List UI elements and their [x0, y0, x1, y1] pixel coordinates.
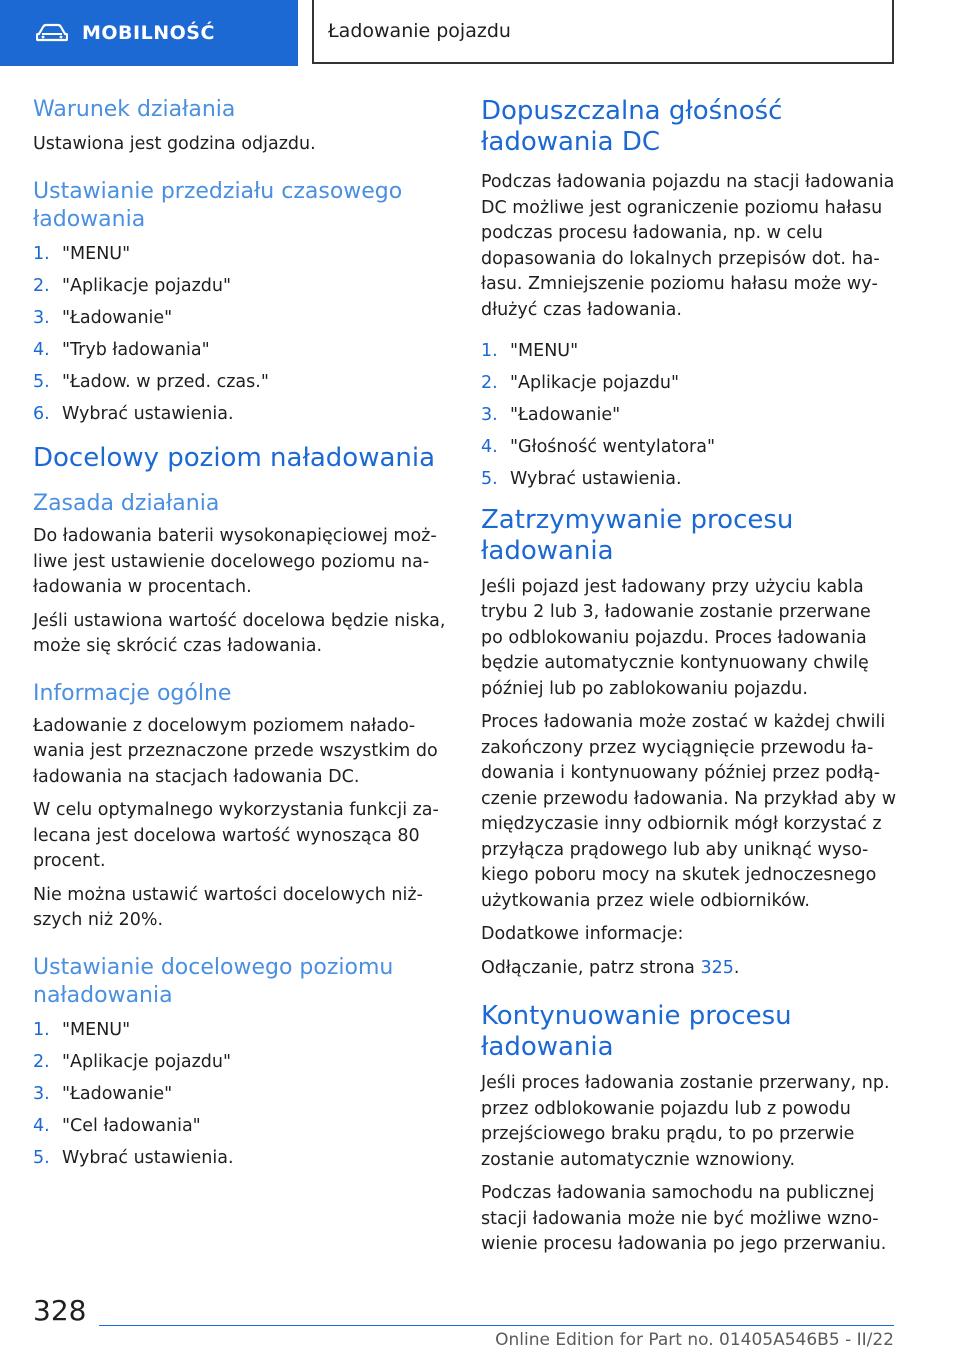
paragraph-info-3: Nie można ustawić wartości docelowych niższych niż 20%.: [33, 884, 423, 930]
list-item: 2. "Aplikacje pojazdu": [481, 373, 680, 393]
list-item: 1. "MENU": [33, 243, 131, 264]
paragraph-dodatkowe: Dodatkowe informacje:: [481, 924, 684, 944]
footer-divider: [99, 1325, 894, 1326]
heading-ustawianie: Ustawianie docelowego poziomu naładowania: [33, 954, 394, 1008]
heading-docelowy: Docelowy poziom naładowania: [33, 443, 436, 473]
list-item: 5. Wybrać ustawienia.: [33, 1147, 234, 1168]
list-item: 4. "Głośność wentylatora": [481, 437, 716, 457]
paragraph-kontynuowanie-2: Podczas ładowania samochodu na publicznej stacji ładowania może nie być możliwe wznowienie procesu ładowania po jego przerwaniu.: [481, 1183, 887, 1254]
paragraph-zatrzymywanie-2: Proces ładowania może zostać w każdej chwili zakończony przez wyciągnięcie przewodu ładowania i kontynuowany później przez podłączenie przewodu ładowania. Na przykład aby w międzyczasie inny odbiornik mógł korzystać z przyłącza prądowego lub aby uniknąć wysokiego poboru mocy na skutek jednoczesnego użytkowania przez wiele odbiorników.: [481, 712, 897, 911]
list-item: 5. Wybrać ustawienia.: [481, 469, 682, 489]
heading-przedzial: Ustawianie przedziału czasowego ładowania: [33, 178, 403, 232]
right-column: [481, 96, 897, 1258]
heading-zatrzymywanie: Zatrzymywanie procesu ładowania: [481, 504, 794, 566]
paragraph-kontynuowanie-1: Jeśli proces ładowania zostanie przerwany, np. przez odblokowanie pojazdu lub z powodu przejściowego braku prądu, to po przerwie zostanie automatycznie wznowiony.: [481, 1073, 890, 1170]
paragraph-zatrzymywanie-1: Jeśli pojazd jest ładowany przy użyciu kabla trybu 2 lub 3, ładowanie zostanie przerwane po odblokowaniu pojazdu. Proces ładowania będzie automatycznie kontynuowany chwilę później lub po zablokowaniu pojazdu.: [481, 576, 871, 699]
heading-warunek: Warunek działania: [33, 97, 236, 122]
chapter-tab: [0, 0, 298, 66]
heading-glosnosc: Dopuszczalna głośność ładowania DC: [481, 96, 783, 157]
paragraph-info-1: Ładowanie z docelowym poziomem naładowania jest przeznaczone przede wszystkim do ładowania na stacjach ładowania DC.: [33, 715, 438, 787]
list-item: 1. "MENU": [33, 1019, 131, 1040]
heading-informacje: Informacje ogólne: [33, 680, 232, 706]
page-number: 328: [33, 1294, 87, 1327]
list-item: 5. "Ładow. w przed. czas.": [33, 371, 269, 392]
list-item: 3. "Ładowanie": [33, 1083, 173, 1104]
list-item: 6. Wybrać ustawienia.: [33, 403, 234, 424]
edition-label: Online Edition for Part no. 01405A546B5 - II/22: [495, 1330, 894, 1350]
paragraph-warunek: Ustawiona jest godzina odjazdu.: [33, 134, 316, 154]
heading-kontynuowanie: Kontynuowanie procesu ładowania: [481, 1001, 792, 1062]
page-header: [0, 0, 960, 66]
paragraph-info-2: W celu optymalnego wykorzystania funkcji zalecana jest docelowa wartość wynosząca 80 procent.: [33, 800, 439, 871]
left-column: [33, 96, 447, 1178]
paragraph-zasada-2: Jeśli ustawiona wartość docelowa będzie niska, może się skrócić czas ładowania.: [33, 610, 446, 656]
paragraph-glosnosc: Podczas ładowania pojazdu na stacji ładowania DC możliwe jest ograniczenie poziomu hałasu podczas procesu ładowania, np. w celu dopasowania do lokalnych przepisów dot. hałasu. Zmniejszenie poziomu hałasu może wydłużyć czas ładowania.: [481, 172, 895, 320]
list-item: 2. "Aplikacje pojazdu": [33, 1051, 232, 1072]
steps-list-ustawianie: [33, 1018, 447, 1172]
steps-list-przedzial: [33, 242, 447, 428]
page-reference-link[interactable]: 325: [700, 957, 734, 978]
list-item: 3. "Ładowanie": [481, 405, 621, 425]
list-item: 2. "Aplikacje pojazdu": [33, 275, 232, 296]
list-item: 4. "Tryb ładowania": [33, 339, 210, 360]
list-item: 3. "Ładowanie": [33, 307, 173, 328]
list-item: 1. "MENU": [481, 341, 579, 361]
steps-list-glosnosc: [481, 339, 897, 493]
car-icon: [36, 23, 68, 43]
paragraph-zasada-1: Do ładowania baterii wysokonapięciowej możliwe jest ustawienie docelowego poziomu naładowania w procentach.: [33, 526, 437, 597]
section-title-box: [312, 0, 894, 64]
section-title: Ładowanie pojazdu: [328, 20, 511, 42]
paragraph-odlaczanie: Odłączanie, patrz strona 325.: [481, 957, 740, 978]
list-item: 4. "Cel ładowania": [33, 1115, 201, 1136]
heading-zasada: Zasada działania: [33, 491, 220, 516]
chapter-title: MOBILNOŚĆ: [82, 22, 215, 44]
